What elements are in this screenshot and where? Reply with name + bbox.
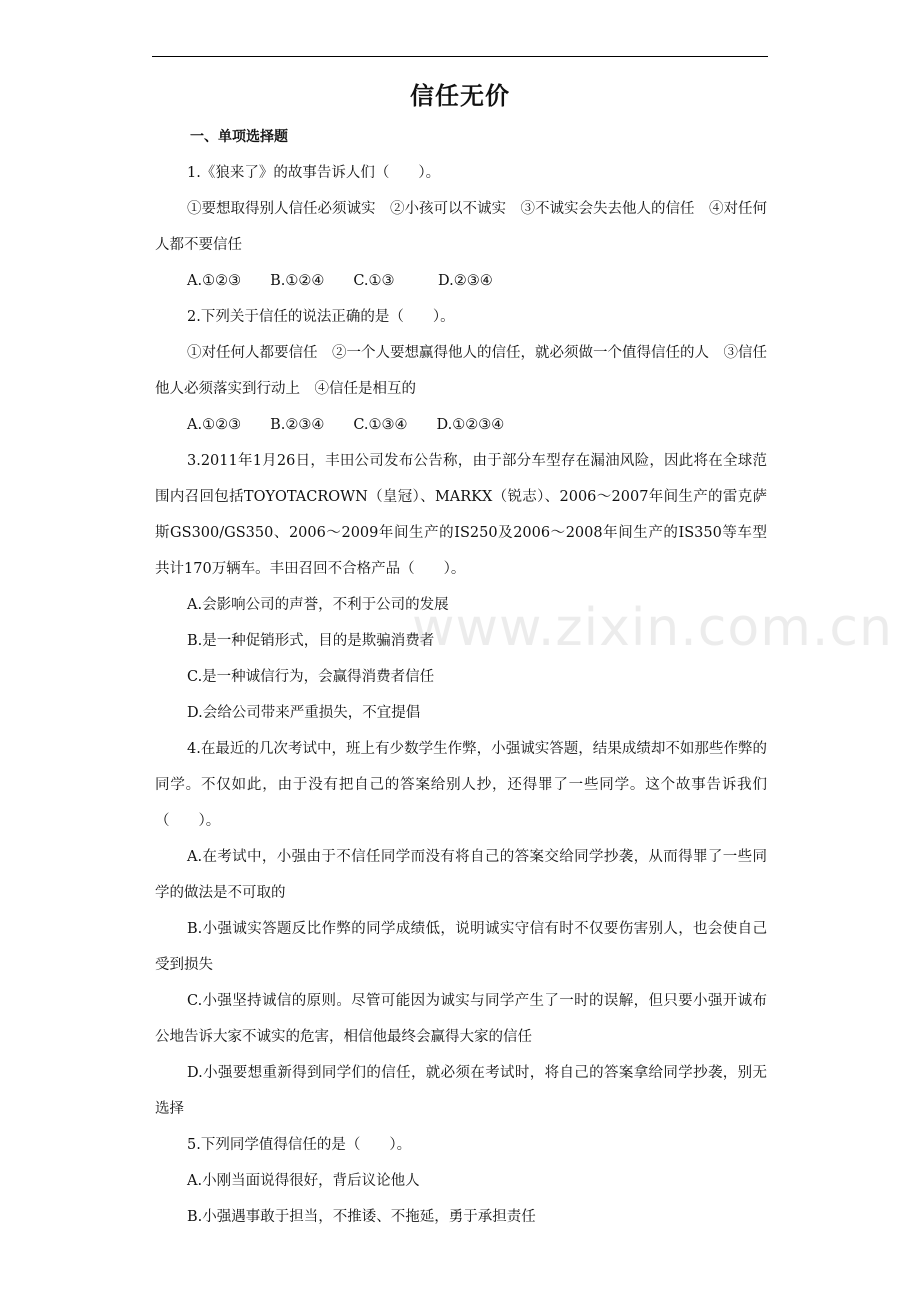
document-title: 信任无价 — [410, 82, 510, 110]
question-1-options: A.①②③ B.①②④ C.①③ D.②③④ — [187, 273, 493, 289]
header-rule — [152, 56, 768, 57]
question-4-choice-b: B.小强诚实答题反比作弊的同学成绩低，说明诚实守信有时不仅要伤害别人，也会使自己受到损失 — [155, 921, 767, 973]
question-1-statements: ①要想取得别人信任必须诚实 ②小孩可以不诚实 ③不诚实会失去他人的信任 ④对任何人都不要信任 — [155, 201, 767, 253]
question-1-stem: 1.《狼来了》的故事告诉人们（ ）。 — [187, 165, 441, 181]
question-4-choice-c: C.小强坚持诚信的原则。尽管可能因为诚实与同学产生了一时的误解，但只要小强开诚布公地告诉大家不诚实的危害，相信他最终会赢得大家的信任 — [155, 993, 767, 1045]
question-4-stem: 4.在最近的几次考试中，班上有少数学生作弊，小强诚实答题，结果成绩却不如那些作弊的同学。不仅如此，由于没有把自己的答案给别人抄，还得罪了一些同学。这个故事告诉我们（ ）。 — [155, 741, 767, 829]
question-5-choice-a: A.小刚当面说得很好，背后议论他人 — [187, 1173, 420, 1189]
question-3-choice-a: A.会影响公司的声誉，不利于公司的发展 — [187, 597, 449, 613]
section-heading: 一、单项选择题 — [190, 129, 288, 145]
question-5-stem: 5.下列同学值得信任的是（ ）。 — [187, 1137, 412, 1153]
question-4-choice-d: D.小强要想重新得到同学们的信任，就必须在考试时，将自己的答案拿给同学抄袭，别无选择 — [155, 1065, 767, 1117]
question-list — [155, 155, 767, 1235]
question-2-stem: 2.下列关于信任的说法正确的是（ ）。 — [187, 309, 455, 325]
question-2-options: A.①②③ B.②③④ C.①③④ D.①②③④ — [187, 417, 505, 433]
question-3-stem: 3.2011年1月26日，丰田公司发布公告称，由于部分车型存在漏油风险，因此将在全球范围内召回包括TOYOTACROWN（皇冠）、MARKX（锐志）、2006～2007年间生产的雷克萨斯GS300/GS350、2006～2009年间生产的IS250及2006～2008年间生产的IS350等车型共计170万辆车。丰田召回不合格产品（ ）。 — [155, 453, 767, 577]
question-3-choice-d: D.会给公司带来严重损失，不宜提倡 — [187, 705, 421, 721]
question-4-choice-a: A.在考试中，小强由于不信任同学而没有将自己的答案交给同学抄袭，从而得罪了一些同学的做法是不可取的 — [155, 849, 767, 901]
question-5-choice-b: B.小强遇事敢于担当，不推诿、不拖延，勇于承担责任 — [187, 1209, 536, 1225]
question-2-statements: ①对任何人都要信任 ②一个人要想赢得他人的信任，就必须做一个值得信任的人 ③信任他人必须落实到行动上 ④信任是相互的 — [155, 345, 767, 397]
question-3-choice-c: C.是一种诚信行为，会赢得消费者信任 — [187, 669, 435, 685]
question-3-choice-b: B.是一种促销形式，目的是欺骗消费者 — [187, 633, 435, 649]
watermark: www.zixin.com.cn — [412, 598, 893, 658]
